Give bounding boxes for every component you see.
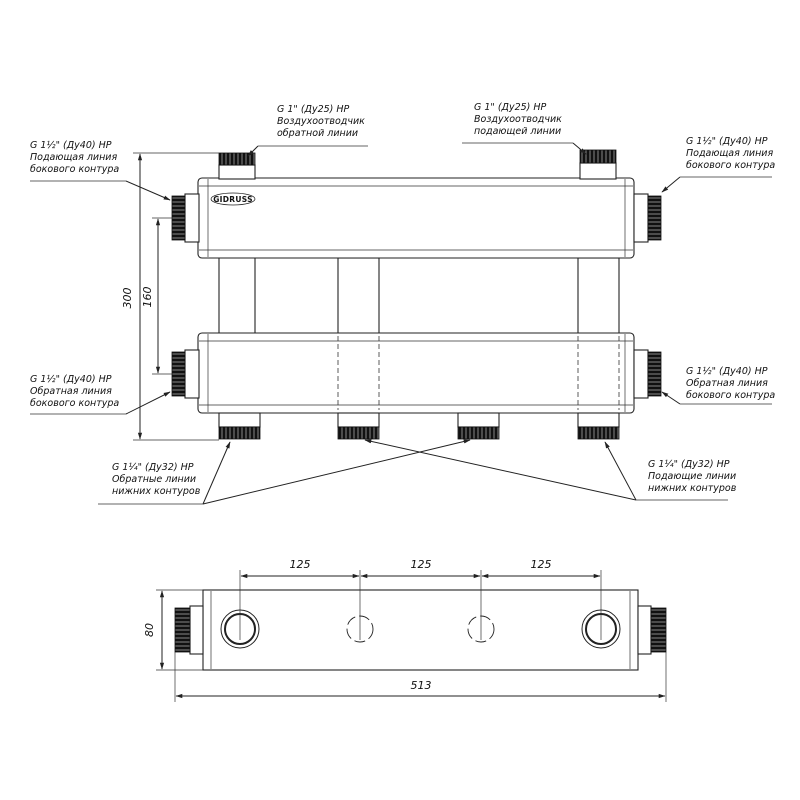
callout-side-supply-left	[30, 140, 170, 200]
bottom-return-thread-2	[338, 427, 379, 439]
svg-text:Подающая линия: Подающая линия	[30, 152, 118, 163]
dimension-spacing-3: 125	[530, 558, 552, 571]
air-vent-supply-stub	[580, 163, 616, 179]
callout-bottom-return	[98, 440, 470, 504]
callout-air-vent-supply	[462, 102, 586, 154]
dimension-axis-value: 160	[141, 286, 154, 308]
svg-text:G 1½" (Ду40) НР: G 1½" (Ду40) НР	[30, 140, 112, 151]
air-vent-supply-thread	[580, 150, 616, 163]
callout-air-vent-return	[248, 104, 368, 156]
bottom-view	[143, 558, 666, 702]
svg-text:Обратная линия: Обратная линия	[686, 378, 768, 389]
front-view	[30, 102, 775, 504]
svg-text:бокового контура: бокового контура	[686, 160, 776, 171]
svg-text:Обратные линии: Обратные линии	[112, 474, 197, 485]
side-return-right-stub	[634, 350, 648, 398]
callout-bottom-supply	[365, 440, 737, 500]
svg-text:подающей линии: подающей линии	[474, 126, 562, 137]
dimension-length-value: 513	[410, 679, 432, 692]
dimension-depth-value: 80	[143, 623, 156, 637]
brand-logo-text: GIDRUSS	[213, 195, 253, 204]
connector-pipe-left	[219, 250, 255, 335]
svg-text:G 1¼" (Ду32) НР: G 1¼" (Ду32) НР	[112, 462, 194, 473]
svg-text:бокового контура: бокового контура	[686, 390, 776, 401]
svg-text:нижних контуров: нижних контуров	[648, 483, 737, 494]
svg-text:Подающие линии: Подающие линии	[648, 471, 737, 482]
svg-text:G 1" (Ду25) НР: G 1" (Ду25) НР	[277, 104, 350, 115]
bottom-view-right-thread	[651, 608, 666, 652]
svg-text:обратной линии: обратной линии	[277, 128, 359, 139]
dimension-spacing-1: 125	[289, 558, 311, 571]
bottom-supply-thread-1	[458, 427, 499, 439]
brand-logo	[211, 193, 255, 205]
side-supply-left-thread	[172, 196, 185, 240]
side-return-left-thread	[172, 352, 185, 396]
callout-side-return-left	[30, 374, 170, 414]
bottom-view-body	[203, 590, 638, 670]
svg-text:Обратная линия: Обратная линия	[30, 386, 112, 397]
dimension-height-value: 300	[121, 287, 134, 309]
svg-text:G 1½" (Ду40) НР: G 1½" (Ду40) НР	[30, 374, 112, 385]
bottom-return-thread-1	[219, 427, 260, 439]
bottom-nozzles	[219, 413, 619, 439]
side-supply-right-thread	[648, 196, 661, 240]
svg-text:G 1¼" (Ду32) НР: G 1¼" (Ду32) НР	[648, 459, 730, 470]
bottom-view-left-thread	[175, 608, 190, 652]
svg-text:Воздухоотводчик: Воздухоотводчик	[277, 116, 365, 127]
svg-text:Воздухоотводчик: Воздухоотводчик	[474, 114, 562, 125]
svg-text:G 1½" (Ду40) НР: G 1½" (Ду40) НР	[686, 366, 768, 377]
side-return-left-stub	[185, 350, 199, 398]
dimension-axis-160	[141, 218, 172, 374]
connector-pipe-right	[578, 258, 619, 334]
callout-side-supply-right	[662, 136, 775, 192]
air-vent-return-stub	[219, 165, 255, 179]
side-supply-right-stub	[634, 194, 648, 242]
svg-text:бокового контура: бокового контура	[30, 398, 120, 409]
callout-side-return-right	[662, 366, 775, 404]
svg-text:бокового контура: бокового контура	[30, 164, 120, 175]
dimension-spacing-2: 125	[410, 558, 432, 571]
bottom-header-body	[198, 333, 634, 413]
top-header-body	[198, 178, 634, 258]
side-return-right-thread	[648, 352, 661, 396]
bottom-supply-thread-2	[578, 427, 619, 439]
side-supply-left-stub	[185, 194, 199, 242]
connector-pipe-middle	[338, 258, 379, 334]
svg-text:G 1" (Ду25) НР: G 1" (Ду25) НР	[474, 102, 547, 113]
svg-text:Подающая линия: Подающая линия	[686, 148, 774, 159]
svg-text:нижних контуров: нижних контуров	[112, 486, 201, 497]
dimension-spacing	[241, 558, 600, 576]
svg-text:G 1½" (Ду40) НР: G 1½" (Ду40) НР	[686, 136, 768, 147]
